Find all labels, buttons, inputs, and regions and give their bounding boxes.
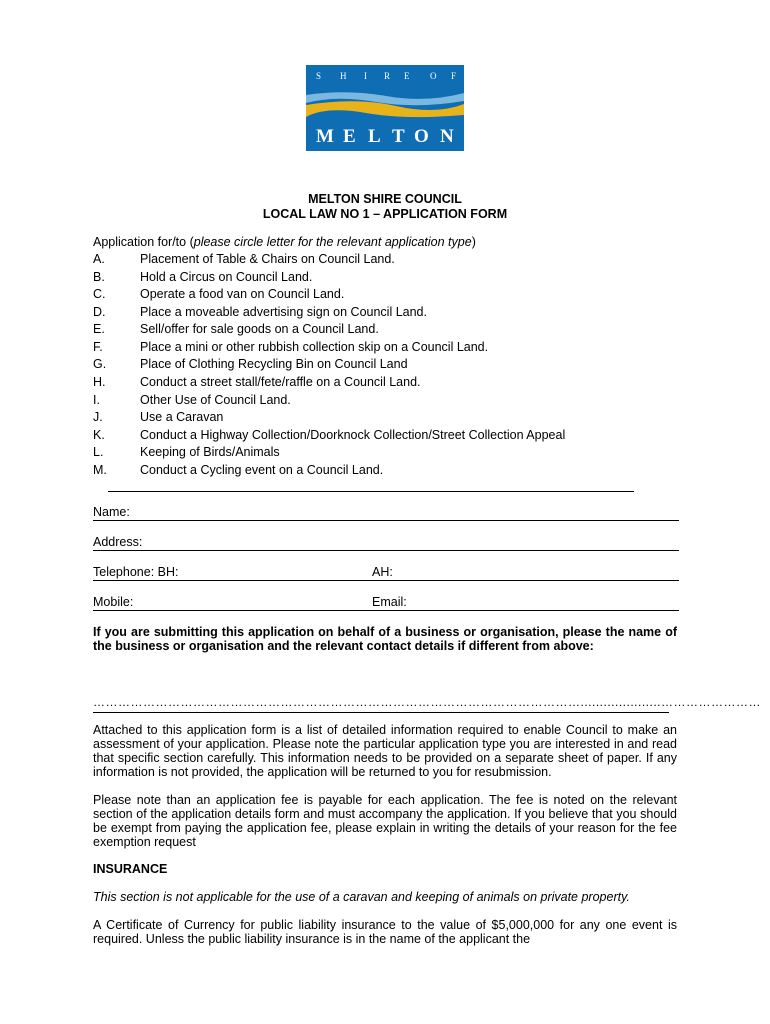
- logo-letter: T: [392, 126, 405, 147]
- item-text: Placement of Table & Chairs on Council Land.: [140, 252, 395, 266]
- name-field[interactable]: [93, 520, 679, 521]
- logo-letter: H: [340, 71, 347, 81]
- item-letter: J.: [93, 410, 103, 424]
- item-letter: I.: [93, 393, 100, 407]
- item-text: Keeping of Birds/Animals: [140, 445, 280, 459]
- email-label: Email:: [372, 595, 407, 609]
- item-letter: D.: [93, 305, 106, 319]
- item-text: Place a moveable advertising sign on Council Land.: [140, 305, 427, 319]
- logo-letter: O: [414, 126, 429, 147]
- logo-landscape-icon: [306, 87, 464, 122]
- mobile-label: Mobile:: [93, 595, 134, 609]
- item-letter: M.: [93, 463, 107, 477]
- council-title: MELTON SHIRE COUNCIL: [308, 192, 462, 206]
- insurance-note: This section is not applicable for the use of a caravan and keeping of animals on private property.: [93, 890, 630, 904]
- item-letter: H.: [93, 375, 106, 389]
- application-intro: Application for/to (please circle letter for the relevant application type): [93, 235, 476, 249]
- shire-of-melton-logo: [306, 65, 464, 151]
- item-text: Hold a Circus on Council Land.: [140, 270, 313, 284]
- logo-top-band: [306, 65, 464, 87]
- logo-letter: O: [430, 71, 437, 81]
- item-text: Operate a food van on Council Land.: [140, 287, 345, 301]
- fee-paragraph: Please note than an application fee is payable for each application. The fee is noted on the relevant section of the application details form and must accompany the application. If you believe that you should be exempt from paying the application fee, please explain in writing the details of your reason for the fee exemption request: [93, 793, 677, 849]
- logo-letter: S: [316, 71, 322, 81]
- logo-letter: F: [451, 71, 457, 81]
- item-text: Conduct a street stall/fete/raffle on a Council Land.: [140, 375, 421, 389]
- ah-label: AH:: [372, 565, 393, 579]
- logo-bottom-band: [306, 122, 464, 151]
- logo-letter: E: [343, 126, 356, 147]
- item-letter: L.: [93, 445, 104, 459]
- logo-letter: I: [364, 71, 367, 81]
- item-text: Place of Clothing Recycling Bin on Council Land: [140, 357, 408, 371]
- logo-letter: M: [316, 126, 334, 147]
- section-divider: [108, 491, 634, 492]
- telephone-field[interactable]: [93, 580, 679, 581]
- item-letter: B.: [93, 270, 105, 284]
- item-letter: K.: [93, 428, 105, 442]
- logo-letter: R: [384, 71, 391, 81]
- item-text: Conduct a Highway Collection/Doorknock Collection/Street Collection Appeal: [140, 428, 566, 442]
- logo-letter: E: [404, 71, 410, 81]
- insurance-paragraph: A Certificate of Currency for public liability insurance to the value of $5,000,000 for any one event is required. Unless the public liability insurance is in the name of the applicant the: [93, 918, 677, 946]
- item-text: Use a Caravan: [140, 410, 224, 424]
- section-divider: [93, 712, 669, 713]
- logo-letter: L: [368, 126, 381, 147]
- item-text: Place a mini or other rubbish collection skip on a Council Land.: [140, 340, 489, 354]
- address-label: Address:: [93, 535, 143, 549]
- item-letter: C.: [93, 287, 106, 301]
- mobile-email-field[interactable]: [93, 610, 679, 611]
- logo-letter: N: [440, 126, 454, 147]
- name-label: Name:: [93, 505, 130, 519]
- business-notice: If you are submitting this application on behalf of a business or organisation, please the name of the business or organisation and the relevant contact details if different from above:: [93, 625, 677, 653]
- item-text: Other Use of Council Land.: [140, 393, 291, 407]
- insurance-heading: INSURANCE: [93, 862, 168, 876]
- item-text: Conduct a Cycling event on a Council Land.: [140, 463, 384, 477]
- item-letter: G.: [93, 357, 107, 371]
- form-title: LOCAL LAW NO 1 – APPLICATION FORM: [262, 207, 508, 221]
- attached-info-paragraph: Attached to this application form is a list of detailed information required to enable Council to make an assessment of your application. Please note the particular application type you are interested in and read that specific section carefully. This information needs to be provided on a separate sheet of paper. If any information is not provided, the application will be returned to you for resubmission.: [93, 723, 677, 779]
- item-letter: A.: [93, 252, 105, 266]
- item-letter: E.: [93, 322, 105, 336]
- item-text: Sell/offer for sale goods on a Council Land.: [140, 322, 379, 336]
- item-letter: F.: [93, 340, 103, 354]
- address-field[interactable]: [93, 550, 679, 551]
- business-details-line[interactable]: ……………………………………………………………………………………………………….....................……………………: [93, 695, 762, 709]
- telephone-bh-label: Telephone: BH:: [93, 565, 179, 579]
